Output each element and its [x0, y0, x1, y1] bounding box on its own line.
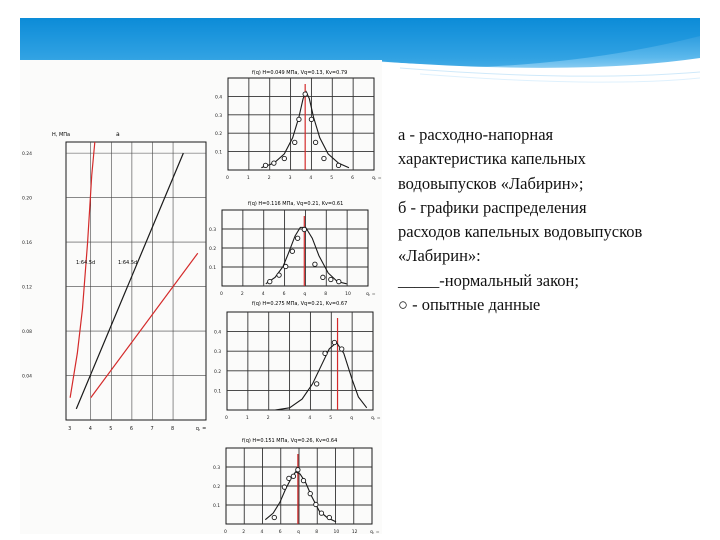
dist-experimental-point	[295, 236, 299, 240]
dist-experimental-point	[302, 227, 306, 231]
panel-b3	[214, 301, 381, 421]
dist-experimental-point	[308, 491, 312, 495]
dist-experimental-point	[268, 279, 272, 283]
dist-experimental-point	[272, 161, 276, 165]
caption-line: «Лабирин»:	[398, 246, 481, 266]
dist-experimental-point	[319, 511, 323, 515]
panel-b2-title: f(q) H=0.116 МПа, Vq=0.21, Kv=0.61	[248, 201, 344, 207]
dist-xtick: 2	[266, 416, 270, 421]
dist-experimental-point	[313, 140, 317, 144]
dist-experimental-point	[329, 277, 333, 281]
panel-a-xtick: 6	[129, 426, 134, 432]
panel-a-xtick: 3	[68, 426, 72, 432]
panel-a-ytick: 0.20	[22, 196, 33, 202]
dist-experimental-point	[327, 515, 331, 519]
panel-a-xtick: 8	[171, 426, 175, 432]
caption-line: б - графики распределения	[398, 197, 587, 217]
dist-experimental-point	[290, 249, 294, 253]
panel-a-series-red-2	[91, 253, 198, 398]
dist-frame	[227, 312, 373, 410]
panel-a-xtick: q, =	[195, 426, 207, 432]
dist-xtick: q, =	[370, 530, 380, 534]
panel-b4-title: f(q) H=0.151 МПа, Vq=0.26, Kv=0.64	[242, 438, 338, 444]
dist-xtick: 2	[267, 176, 271, 181]
panel-a-ticks	[22, 151, 206, 432]
caption-line: характеристика капельных	[398, 149, 586, 169]
panel-a-frame	[66, 142, 206, 420]
dist-xtick: q, =	[366, 292, 376, 297]
dist-ytick: 0.2	[214, 369, 222, 375]
dist-xtick: 0	[220, 292, 223, 297]
dist-xtick: 0	[226, 176, 229, 181]
dist-ytick: 0.3	[215, 113, 223, 119]
dist-frame	[228, 78, 374, 170]
dist-xtick: 2	[240, 292, 244, 297]
panel-b4-chart	[213, 448, 380, 534]
caption-line: водовыпусков «Лабирин»;	[398, 173, 584, 193]
dist-experimental-point	[336, 163, 340, 167]
dist-xtick: q, =	[371, 416, 381, 421]
panel-b3-title: f(q) H=0.275 МПа, Vq=0.21, Kv=0.67	[252, 301, 348, 307]
dist-xtick: 3	[287, 416, 291, 421]
dist-xtick: 10	[345, 292, 351, 297]
dist-experimental-point	[314, 382, 318, 386]
dist-xtick: 0	[225, 416, 228, 421]
panel-b2-chart	[209, 210, 376, 297]
panel-a-ytick: 0.04	[22, 374, 33, 380]
dist-experimental-point	[313, 262, 317, 266]
dist-experimental-point	[314, 502, 318, 506]
dist-experimental-point	[282, 156, 286, 160]
dist-xtick: 5	[330, 176, 334, 181]
panel-a-letter: a	[116, 131, 120, 138]
dist-ytick: 0.2	[209, 247, 217, 252]
dist-xtick: 4	[308, 416, 312, 421]
panel-a-xtick: 5	[109, 426, 113, 432]
panel-b4	[213, 438, 380, 534]
caption-line: _____-нормальный закон;	[398, 270, 579, 290]
dist-experimental-point	[297, 117, 301, 121]
caption-line: а - расходно-напорная	[398, 125, 554, 144]
panel-a-series-red-1	[70, 142, 95, 398]
caption-line: расходов капельных водовыпусков	[398, 222, 643, 242]
dist-experimental-point	[303, 92, 307, 96]
dist-xtick: 3	[288, 176, 292, 181]
dist-xtick: 4	[309, 176, 313, 181]
dist-experimental-point	[263, 163, 267, 167]
panel-b3-chart	[214, 312, 381, 421]
panel-a-ylabel: H, МПа	[52, 132, 71, 138]
panel-a-xtick: 7	[150, 426, 154, 432]
panel-a-annotation-1: 1:64.5d	[76, 260, 96, 266]
dist-experimental-point	[291, 474, 295, 478]
dist-xtick: 1	[245, 416, 249, 421]
dist-normal-curve	[265, 472, 336, 522]
dist-experimental-point	[309, 117, 313, 121]
dist-ytick: 0.1	[209, 266, 217, 271]
dist-xtick: 1	[246, 176, 250, 181]
dist-xtick: 4	[261, 292, 265, 297]
dist-xtick: 8	[324, 292, 328, 297]
dist-xtick: 6	[278, 530, 282, 534]
panel-a-ytick: 0.24	[22, 152, 33, 158]
dist-xtick: q	[350, 416, 354, 421]
dist-experimental-point	[332, 340, 336, 344]
dist-xtick: 10	[333, 530, 340, 534]
dist-xtick: 12	[351, 530, 358, 534]
dist-experimental-point	[322, 156, 326, 160]
dist-ytick: 0.1	[215, 150, 223, 156]
dist-xtick: 0	[224, 530, 227, 534]
dist-xtick: 8	[315, 530, 319, 534]
caption-line: ○ - опытные данные	[398, 295, 541, 315]
panel-a-grid	[66, 142, 206, 420]
panel-a-ytick: 0.16	[22, 241, 33, 247]
dist-experimental-point	[296, 468, 300, 472]
dist-experimental-point	[337, 279, 341, 283]
panel-b2	[209, 201, 376, 297]
dist-xtick: 2	[242, 530, 246, 534]
panel-a-ytick: 0.08	[22, 330, 33, 336]
dist-xtick: 4	[260, 530, 264, 534]
panel-a-ytick: 0.12	[22, 285, 33, 291]
dist-ytick: 0.3	[213, 466, 221, 471]
dist-experimental-point	[323, 351, 327, 355]
dist-experimental-point	[340, 347, 344, 351]
dist-ytick: 0.4	[214, 330, 222, 336]
dist-xtick: q	[297, 530, 300, 534]
dist-ytick: 0.2	[215, 132, 223, 138]
dist-ytick: 0.1	[213, 504, 221, 509]
panel-b1-title: f(q) H=0.049 МПа, Vq=0.13, Kv=0.79	[252, 70, 348, 76]
dist-experimental-point	[272, 515, 276, 519]
panel-a	[22, 131, 206, 432]
dist-ytick: 0.4	[215, 95, 223, 101]
panel-b1	[215, 70, 382, 181]
dist-ytick: 0.3	[214, 350, 222, 356]
dist-ytick: 0.2	[213, 485, 221, 490]
dist-experimental-point	[301, 478, 305, 482]
panel-a-xtick: 4	[88, 426, 92, 432]
panel-b1-chart	[215, 78, 382, 181]
figure-svg	[20, 60, 382, 534]
scanned-figure	[20, 60, 382, 534]
dist-experimental-point	[321, 275, 325, 279]
dist-normal-curve	[275, 342, 367, 410]
panel-a-annotation-2: 1:64.5d	[118, 260, 138, 266]
dist-experimental-point	[284, 264, 288, 268]
dist-xtick: 6	[351, 176, 355, 181]
dist-ytick: 0.3	[209, 228, 217, 233]
caption-text	[398, 123, 716, 317]
dist-xtick: 5	[329, 416, 333, 421]
panel-a-lines	[70, 142, 198, 409]
dist-experimental-point	[282, 485, 286, 489]
dist-experimental-point	[287, 476, 291, 480]
panel-a-series-black	[76, 153, 183, 409]
dist-xtick: 6	[282, 292, 286, 297]
dist-experimental-point	[293, 140, 297, 144]
dist-xtick: q, =	[372, 176, 382, 181]
dist-experimental-point	[277, 273, 281, 277]
dist-ytick: 0.1	[214, 389, 222, 395]
dist-xtick: q	[303, 292, 307, 297]
